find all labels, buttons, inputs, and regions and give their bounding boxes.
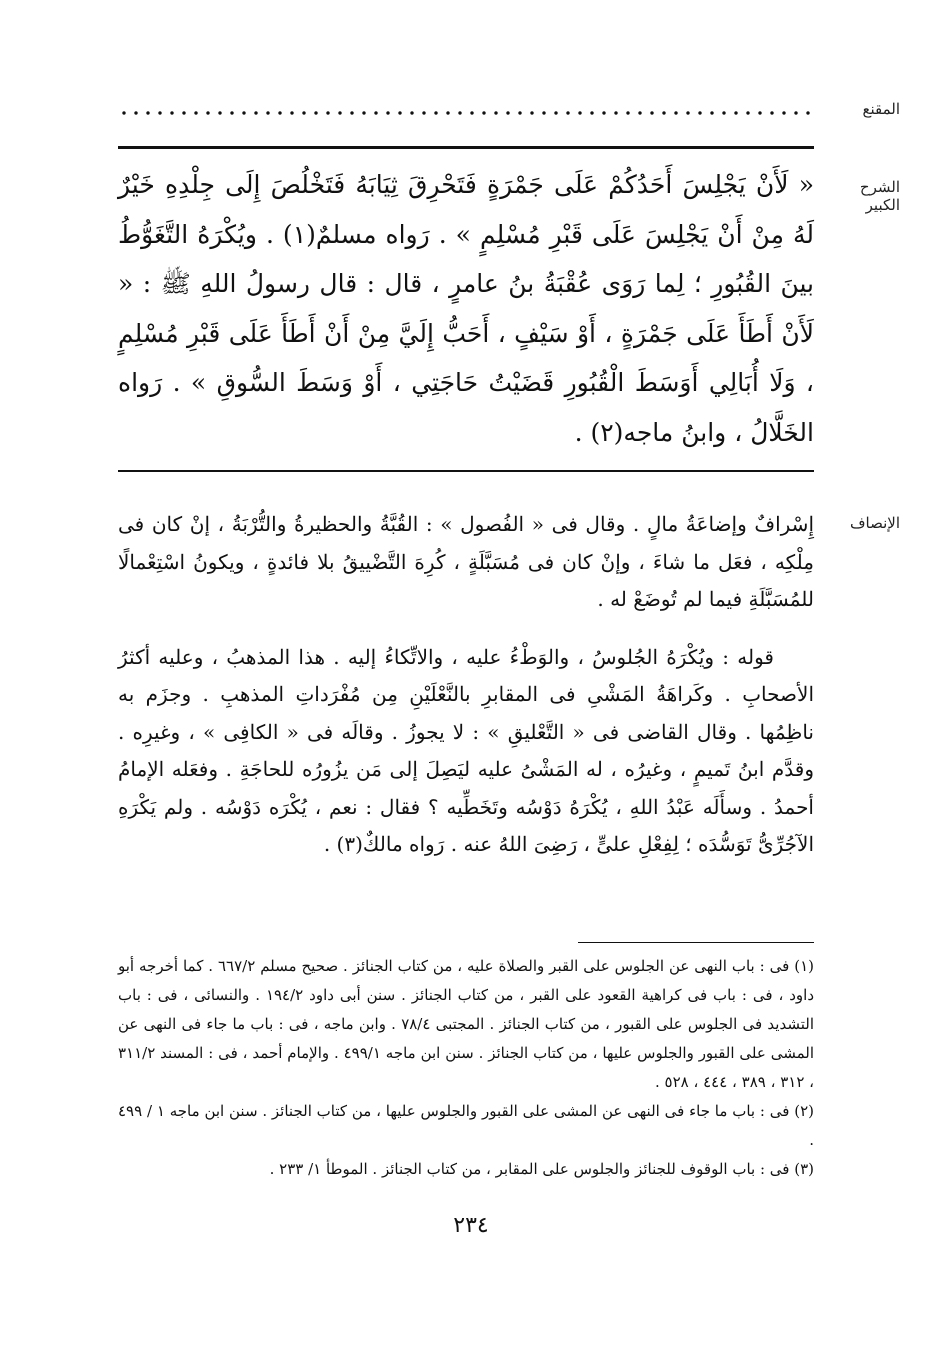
footnote-rule bbox=[578, 942, 814, 943]
insaf-paragraph-1: إِسْرافٌ وإضاعَةُ مالٍ . وقال فى « الفُصول » : القُبَّةُ والحظيرةُ والتُّرْبَةُ ، إنْ كان فى مِلْكِه ، فعَل ما شاءَ ، وإنْ كان فى مُسَبَّلَةٍ ، كُرِهَ التَّضْييقُ بلا فائدةٍ ، ويكونُ اسْتِعْمالًا للمُسَبَّلَةِ فيما لم تُوضَعْ له . bbox=[118, 512, 814, 611]
sharh-margin-label: الشرح الكبير bbox=[859, 178, 900, 214]
footnote-2: (٢) فى : باب ما جاء فى النهى عن المشى على القبور والجلوس عليها ، من كتاب الجنائز . سنن ابن ماجه ١ / ٤٩٩ . bbox=[118, 1102, 814, 1149]
page-number: ٢٣٤ bbox=[453, 1213, 489, 1238]
footnote-1: (١) فى : باب النهى عن الجلوس على القبر والصلاة عليه ، من كتاب الجنائز . صحيح مسلم ٦٦٧/٢ . كما أخرجه أبو داود ، فى : باب فى كراهية القعود على القبر ، من كتاب الجنائز . سنن أبى داود ١٩٤/٢ . والنسائى ، فى : باب التشديد فى الجلوس على القبور ، من كتاب الجنائز . المجتبى ٧٨/٤ . وابن ماجه ، فى : باب ما جاء فى النهى عن المشى على القبور والجلوس عليها ، من كتاب الجنائز . سنن ابن ماجه ٤٩٩/١ . والإمام أحمد ، فى : المسند ٣١١/٢ ، ٣١٢ ، ٣٨٩ ، ٤٤٤ ، ٥٢٨ . bbox=[118, 957, 814, 1091]
insaf-margin-label: الإنصاف bbox=[849, 514, 900, 532]
sharh-text-block bbox=[118, 160, 814, 457]
dotted-separator bbox=[118, 110, 814, 116]
insaf-text-block bbox=[118, 506, 814, 864]
sharh-paragraph: « لَأَنْ يَجْلِسَ أَحَدُكُمْ عَلَى جَمْرَةٍ فَتَحْرِقَ ثِيَابَهُ فَتَخْلُصَ إِلَى جِلْدِهِ خَيْرٌ لَهُ مِنْ أَنْ يَجْلِسَ عَلَى قَبْرِ مُسْلِمٍ » . رَواه مسلمٌ(١) . ويُكْرَهُ التَّغَوُّطُ بينَ القُبُورِ ؛ لِما رَوَى عُقْبَةُ بنُ عامرٍ ، قال : قال رسولُ اللهِ ﷺ : « لَأَنْ أَطَأَ عَلَى جَمْرَةٍ ، أَوْ سَيْفٍ ، أَحَبُّ إِلَيَّ مِنْ أَنْ أَطَأَ عَلَى قَبْرِ مُسْلِمٍ ، وَلَا أُبَالِي أَوَسَطَ الْقُبُورِ قَضَيْتُ حَاجَتِي ، أَوْ وَسَطَ السُّوقِ » . رَواه الخَلَّالُ ، وابنُ ماجه(٢) . bbox=[118, 170, 814, 447]
insaf-paragraph-2: قوله : ويُكْرَهُ الجُلوسُ ، والوَطْءُ عليه ، والاتِّكاءُ إليه . هذا المذهبُ ، وعليه أكثرُ الأصحابِ . وكَراهَةُ المَشْىِ فى المقابرِ بالنَّعْلَيْنِ مِن مُفْرَداتِ المذهبِ . وجزَم به ناظِمُها . وقال القاضى فى « التَّعْليقِ » : لا يجوزُ . وقالَه فى « الكافِى » ، وغيرِه . وقدَّم ابنُ تَميمٍ ، وغيرُه ، له المَشْىُ عليه ليَصِلَ إلى مَن يزُورُه للحاجَةِ . وفعَله الإمامُ أحمدُ . وسأَلَه عَبْدُ اللهِ ، يُكْرَهُ دَوْسُه وتَخَطِّيه ؟ فقال : نعم ، يُكْرَه دَوْسُه . ولم يَكْرَهِ الآجُرِّىُّ تَوَسُّدَه ؛ لِفِعْلِ علىٍّ ، رَضِىَ اللهُ عنه . رَواه مالكٌ(٣) . bbox=[118, 644, 814, 856]
header-rule bbox=[118, 146, 814, 149]
footnote-3: (٣) فى : باب الوقوف للجنائز والجلوس على المقابر ، من كتاب الجنائز . الموطأ ١/ ٢٣٣ . bbox=[269, 1160, 814, 1178]
running-title: المقنع bbox=[862, 100, 900, 118]
section-divider bbox=[118, 470, 814, 472]
footnotes-block bbox=[118, 952, 814, 1184]
